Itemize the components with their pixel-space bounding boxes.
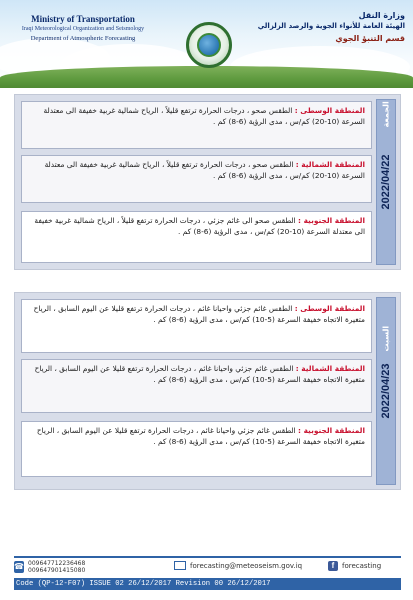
email-icon	[174, 561, 186, 570]
ministry-name-ar: وزارة النقل	[358, 11, 405, 20]
forecast-text: الطقس غائم جزئي واحيانا غائم ، درجات الحرارة ترتفع قليلا عن اليوم السابق ، الرياح متغيرة الاتجاه خفيفة السرعة (5-10) كم/س ، مدى الرؤية (6-8) كم .	[33, 304, 365, 324]
phone-number: 009647901415080	[28, 567, 86, 574]
forecast-text: الطقس غائم جزئي واحيانا غائم ، درجات الحرارة ترتفع قليلا عن اليوم السابق ، الرياح متغيرة الاتجاه خفيفة السرعة (5-10) كم/س ، مدى الرؤية (6-8) كم .	[36, 426, 365, 446]
organization-name-en: Iraqi Meteorological Organization and Seismology	[21, 26, 145, 32]
day-name: الجمعة	[381, 101, 391, 128]
region-label: المنطقة الشمالية :	[295, 364, 365, 373]
forecast-text: الطقس غائم جزئي واحيانا غائم ، درجات الحرارة ترتفع قليلا عن اليوم السابق ، الرياح متغيرة الاتجاه خفيفة السرعة (5-10) كم/س ، مدى الرؤية (6-8) كم .	[34, 364, 365, 384]
forecast-text: الطقس صحو ، درجات الحرارة ترتفع قليلاً ، الرياح شمالية غربية خفيفة الى معتدلة السرعة (10-20) كم/س ، مدى الرؤية (6-8) كم .	[44, 160, 365, 180]
document-header	[0, 0, 413, 88]
footer-contacts	[14, 560, 401, 578]
organization-logo-icon	[186, 22, 232, 68]
phone-number: 009647712236468	[28, 560, 86, 567]
globe-icon	[197, 33, 221, 57]
region-label: المنطقة الجنوبية :	[298, 216, 365, 225]
document-footer	[14, 556, 401, 592]
forecast-card-south	[21, 421, 372, 477]
department-name-en: Department of Atmospheric Forecasting	[30, 35, 136, 42]
ministry-name-en: Ministry of Transportation	[31, 14, 135, 24]
day-label-wrap	[376, 325, 396, 352]
header-arabic-block	[255, 10, 405, 45]
forecast-date: 2022/04/22	[380, 154, 392, 210]
forecast-card-central	[21, 101, 372, 149]
department-name-ar: قسم التنبؤ الجوي	[335, 34, 405, 43]
grass-decoration	[0, 66, 413, 88]
forecast-day-section	[14, 94, 401, 270]
forecast-card-central	[21, 299, 372, 353]
forecast-day-section	[14, 292, 401, 490]
phone-numbers	[28, 560, 85, 574]
forecast-card-north	[21, 359, 372, 413]
forecast-date: 2022/04/23	[380, 363, 392, 419]
forecast-card-north	[21, 155, 372, 203]
organization-name-ar: الهيئة العامة للأنواء الجوية والرصد الزلزالي	[257, 22, 405, 30]
day-label-wrap	[376, 101, 396, 128]
region-label: المنطقة الوسطى :	[294, 106, 365, 115]
facebook-handle[interactable]: forecasting	[342, 562, 382, 570]
region-label: المنطقة الوسطى :	[294, 304, 365, 313]
region-label: المنطقة الجنوبية :	[298, 426, 365, 435]
phone-icon: ☎	[14, 562, 24, 571]
forecast-card-south	[21, 211, 372, 263]
header-english-block	[8, 14, 158, 43]
forecast-text: الطقس صحو الى غائم جزئي ، درجات الحرارة ترتفع قليلاً ، الرياح شمالية غربية خفيفة الى معتدلة السرعة (10-20) كم/س ، مدى الرؤية (6-8) كم .	[34, 216, 365, 236]
day-name: السبت	[381, 325, 391, 352]
facebook-icon: f	[328, 561, 338, 571]
region-label: المنطقة الشمالية :	[295, 160, 365, 169]
forecast-text: الطقس صحو ، درجات الحرارة ترتفع قليلاً ، الرياح شمالية غربية خفيفة الى معتدلة السرعة (10-20) كم/س ، مدى الرؤية (6-8) كم .	[43, 106, 365, 126]
document-code-line: Code (QP-12-F07) ISSUE 02 26/12/2017 Revision 00 26/12/2017	[14, 578, 401, 590]
email-address[interactable]: forecasting@meteoseism.gov.iq	[190, 562, 303, 570]
